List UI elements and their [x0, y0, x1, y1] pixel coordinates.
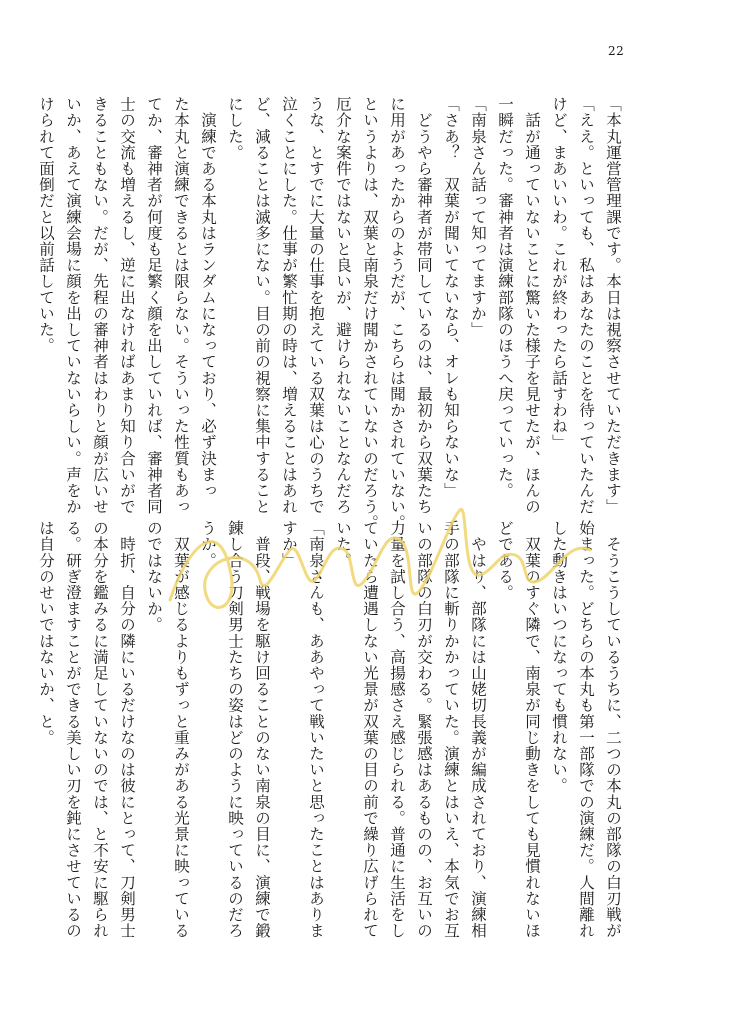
- text-line: 厄介な案件ではないと良いが、避けられないことなんだろ: [334, 96, 352, 515]
- text-line: 普段、戦場を駆け回ることのない南泉の目に、演練で鍛: [253, 520, 271, 939]
- lower-text-block: [37, 520, 626, 939]
- text-line: いた。: [334, 520, 352, 569]
- text-line: 手の部隊に斬りかかっていた。演練とはいえ、本気でお互: [442, 520, 460, 939]
- upper-text-block: [37, 96, 626, 531]
- text-line: 双葉が感じるよりもずっと重みがある光景に映っている: [172, 520, 190, 939]
- text-line: てか、審神者が何度も足繁く顔を出していれば、審神者同: [145, 96, 163, 515]
- text-line: いか、あえて演練会場に顔を出していないらしい。声をか: [64, 96, 82, 515]
- text-line: ど、減ることは滅多にない。目の前の視察に集中すること: [253, 96, 271, 515]
- text-line: 泣くことにした。仕事が繁忙期の時は、増えることはあれ: [280, 96, 298, 515]
- text-line: した動きはいつになっても慣れない。: [550, 520, 568, 794]
- text-line: 「本丸運営管理課です。本日は視察させていただきます」: [604, 96, 622, 515]
- text-line: 「南泉さんも、ああやって戦いたいと思ったことはありま: [307, 520, 325, 939]
- text-line: た本丸と演練できるとは限らない。そういった性質もあっ: [172, 96, 190, 515]
- text-line: というよりは、双葉と南泉だけ聞かされていないのだろう。: [361, 96, 379, 531]
- text-line: そうこうしているうちに、二つの本丸の部隊の白刃戦が: [604, 520, 622, 939]
- text-line: 力量を試し合う、高揚感さえ感じられる。普通に生活をし: [388, 520, 406, 939]
- text-line: ていたら遭遇しない光景が双葉の目の前で繰り広げられて: [361, 520, 379, 939]
- text-line: 「さあ？ 双葉が聞いてないなら、オレも知らないな」: [442, 96, 460, 499]
- text-line: 士の交流も増えるし、逆に出なければあまり知り合いがで: [118, 96, 136, 515]
- text-line: 「ええ。といっても、私はあなたのことを待っていたんだ: [577, 96, 595, 515]
- text-line: 双葉のすぐ隣で、南泉が同じ動きをしても見慣れないほ: [523, 520, 541, 939]
- text-line: 話が通っていないことに驚いた様子を見せたが、ほんの: [523, 96, 541, 515]
- text-line: うな、とすでに大量の仕事を抱えている双葉は心のうちで: [307, 96, 325, 515]
- text-line: は自分のせいではないか、と。: [37, 520, 55, 746]
- text-line: 「南泉さん話って知ってますか」: [469, 96, 487, 338]
- text-line: 始まった。どちらの本丸も第一部隊での演練だ。人間離れ: [577, 520, 595, 939]
- text-line: きることもない。だが、先程の審神者はわりと顔が広いせ: [91, 96, 109, 515]
- text-line: に用があったからのようだが、こちらは聞かされていない。: [388, 96, 406, 531]
- text-line: 錬し合う刀剣男士たちの姿はどのように映っているのだろ: [226, 520, 244, 939]
- page-number: 22: [608, 44, 625, 58]
- text-line: やはり、部隊には山姥切長義が編成されており、演練相: [469, 520, 487, 939]
- text-line: いの部隊の白刃が交わる。緊張感はあるものの、お互いの: [415, 520, 433, 939]
- text-line: のではないか。: [145, 520, 163, 633]
- text-line: の本分を鑑みるに満足していないのでは、と不安に駆られ: [91, 520, 109, 939]
- text-line: けられて面倒だと以前話していた。: [37, 96, 55, 354]
- text-line: すか」: [280, 520, 298, 569]
- text-line: どである。: [496, 520, 514, 601]
- text-line: 時折、自分の隣にいるだけなのは彼にとって、刀剣男士: [118, 520, 136, 939]
- text-line: けど、まあいいわ。これが終わったら話すわね」: [550, 96, 568, 451]
- text-line: にした。: [226, 96, 244, 161]
- text-line: うか。: [199, 520, 217, 569]
- text-line: どうやら審神者が帯同しているのは、最初から双葉たち: [415, 96, 433, 515]
- text-line: 演練である本丸はランダムになっており、必ず決まっ: [199, 96, 217, 499]
- text-line: 一瞬だった。審神者は演練部隊のほうへ戻っていった。: [496, 96, 514, 499]
- text-line: る。研ぎ澄ますことができる美しい刃を鈍にさせているの: [64, 520, 82, 939]
